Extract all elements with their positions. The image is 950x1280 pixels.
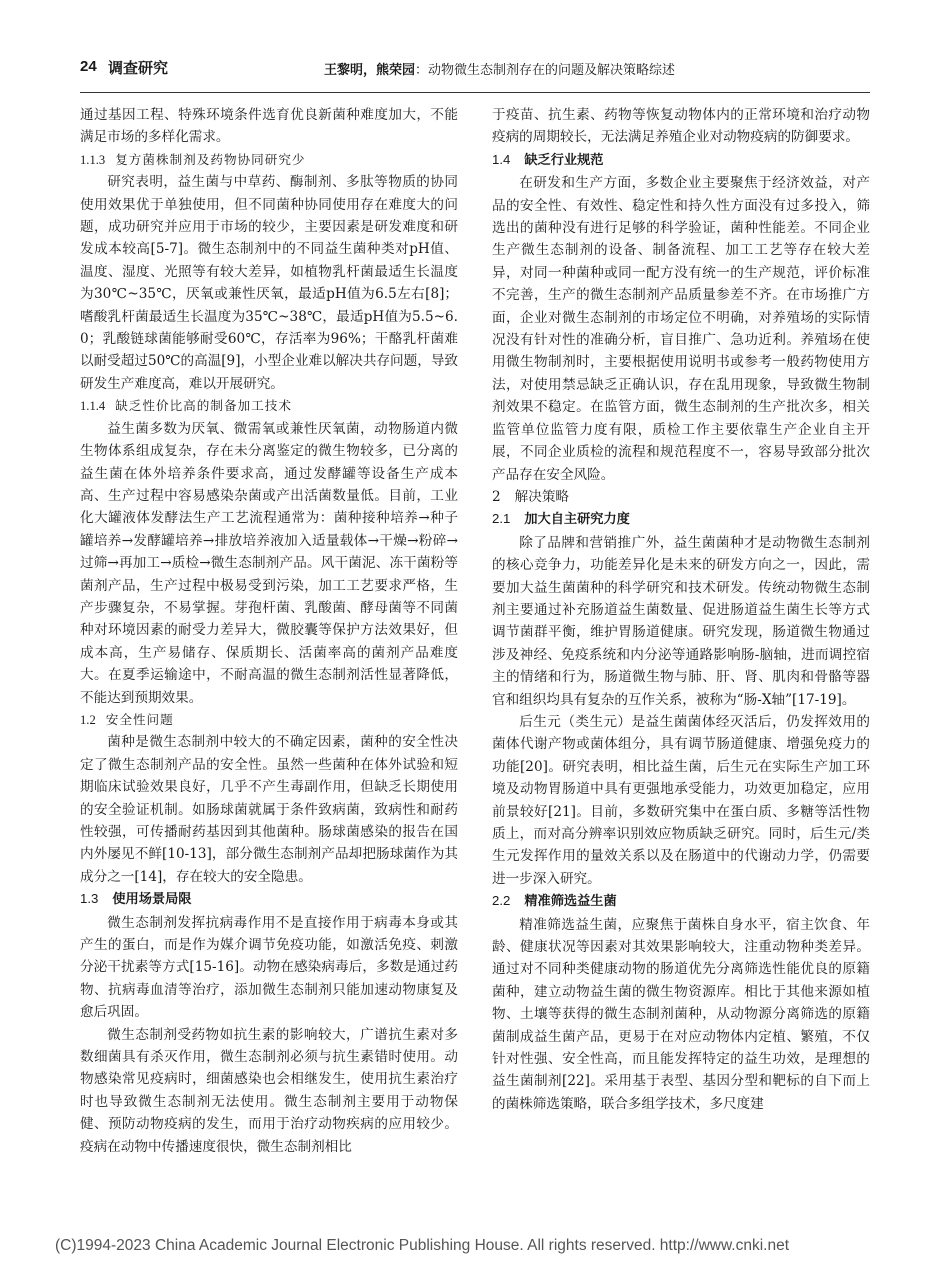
left-column [80, 104, 458, 1158]
section-number: 1.1.4 [80, 399, 106, 414]
running-header [80, 56, 870, 84]
section-title: 加大自主研究力度 [524, 512, 630, 528]
paragraph: 菌种是微生态制剂中较大的不确定因素，菌种的安全性决定了微生态制剂产品的安全性。虽然一些菌种在体外试验和短期临床试验效果良好，几乎不产生毒副作用，但缺乏长期使用的安全验证机制。如肠球菌就属于条件致病菌，致病性和耐药性较强，可传播耐药基因到其他菌种。肠球菌感染的报告在国内外屡见不鲜[10-13]，部分微生态制剂产品却把肠球菌作为其成分之一[14]，存在较大的安全隐患。 [80, 734, 458, 885]
section-heading [492, 508, 870, 531]
paragraph: 在研发和生产方面，多数企业主要聚焦于经济效益，对产品的安全性、有效性、稳定性和持久性方面没有过多投入，筛选出的菌种没有进行足够的科学验证，菌种性能差。不同企业生产微生态制剂的设备、制备流程、加工工艺等存在较大差异，对同一种菌种或同一配方没有统一的生产规范，评价标准不完善，生产的微生态制剂产品质量参差不齐。在市场推广方面，企业对微生态制剂的市场定位不明确，对养殖场的实际情况没有针对性的准确分析，盲目推广、急功近利。养殖场在使用微生物制剂时，主要根据使用说明书或参考一般药物使用方法，对使用禁忌缺乏正确认识，存在乱用现象，导致微生物制剂效果不稳定。在监管方面，微生态制剂的生产批次多，相关监管单位监管力度有限，质检工作主要依靠生产企业自主开展，不同企业质检的流程和规范程度不一，容易导致部分批次产品存在安全风险。 [492, 175, 870, 483]
section-title: 使用场景局限 [112, 892, 192, 908]
header-rule [80, 92, 870, 93]
section-title: 精准筛选益生菌 [524, 894, 617, 910]
running-title [324, 59, 675, 78]
section-number: 2 [492, 488, 501, 505]
section-number: 1.3 [80, 891, 99, 907]
paragraph: 后生元（类生元）是益生菌菌体经灭活后，仍发挥效用的菌体代谢产物或菌体组分，具有调节肠道健康、增强免疫力的功能[20]。研究表明，相比益生菌，后生元在实际生产加工环境及动物胃肠道中具有更强地承受能力，功效更加稳定，应用前景较好[21]。目前，多数研究集中在蛋白质、多糖等活性物质上，而对高分辨率识别效应物质缺乏研究。同时，后生元/类生元发挥作用的量效关系以及在肠道中的代谢动力学，仍需要进一步深入研究。 [492, 713, 870, 887]
section-heading [80, 888, 458, 911]
authors: 王黎明，熊荣园 [324, 63, 416, 78]
section-number: 2.2 [492, 893, 511, 909]
paragraph: 于疫苗、抗生素、药物等恢复动物体内的正常环境和治疗动物疫病的周期较长，无法满足养殖企业对动物疫病的防御要求。 [492, 107, 870, 146]
section-heading [492, 149, 870, 172]
section-number: 2.1 [492, 511, 511, 527]
copyright-footer: (C)1994-2023 China Academic Journal Electronic Publishing House. All rights reserved. http://www.cnki.net [55, 1237, 790, 1254]
section-title: 缺乏行业规范 [524, 152, 604, 168]
section-title: 缺乏性价比高的制备加工技术 [115, 398, 292, 414]
section-heading [492, 486, 870, 508]
section-heading [80, 709, 458, 731]
paragraph: 微生态制剂受药物如抗生素的影响较大，广谱抗生素对多数细菌具有杀灭作用，微生态制剂必须与抗生素错时使用。动物感染常见疫病时，细菌感染也会相继发生，使用抗生素治疗时也导致微生态制剂无法使用。微生态制剂主要用于动物保健、预防动物疫病的发生，而用于治疗动物疾病的应用较少。疫病在动物中传播速度很快，微生态制剂相比 [80, 1026, 458, 1155]
paragraph: 除了品牌和营销推广外，益生菌菌种才是动物微生态制剂的核心竞争力，功能差异化是未来的研发方向之一，因此，需要加大益生菌菌种的科学研究和技术研发。传统动物微生态制剂主要通过补充肠道益生菌数量、促进肠道益生菌生长等方式调节菌群平衡，维护胃肠道健康。研究发现，肠道微生物通过涉及神经、免疫系统和内分泌等通路影响肠-脑轴，进而调控宿主的情绪和行为，肠道微生物与肺、肝、肾、肌肉和骨骼等器官和组织均具有复杂的互作关系，被称为“肠-X轴”[17-19]。 [492, 534, 870, 708]
section-heading [80, 149, 458, 171]
paragraph: 通过基因工程、特殊环境条件选育优良新菌种难度加大，不能满足市场的多样化需求。 [80, 107, 458, 146]
article-title: ：动物微生态制剂存在的问题及解决策略综述 [415, 63, 676, 78]
paragraph: 精准筛选益生菌，应聚焦于菌株自身水平，宿主饮食、年龄、健康状况等因素对其效果影响较大，注重动物种类差异。通过对不同种类健康动物的肠道优先分离筛选性能优良的原籍菌种，建立动物益生菌的微生物资源库。相比于其他来源如植物、土壤等获得的微生态制剂菌种，从动物源分离筛选的原籍菌制成益生菌产品，更易于在对应动物体内定植、繁殖，不仅针对性强、安全性高，而且能发挥特定的益生功效，是理想的益生菌制剂[22]。采用基于表型、基因分型和靶标的自下而上的菌株筛选策略，联合多组学技术，多尺度建 [492, 916, 870, 1112]
section-number: 1.1.3 [80, 152, 106, 167]
section-label: 调查研究 [108, 59, 169, 77]
section-title: 解决策略 [514, 488, 570, 505]
section-heading [492, 890, 870, 913]
right-column [492, 104, 870, 1115]
section-heading [80, 395, 458, 417]
section-title: 安全性问题 [105, 711, 174, 727]
paragraph: 益生菌多数为厌氧、微需氧或兼性厌氧菌，动物肠道内微生物体系组成复杂，存在未分离鉴定的微生物较多，已分离的益生菌在体外培养条件要求高，通过发酵罐等设备生产成本高、生产过程中容易感染杂菌或产出活菌数量低。目前，工业化大罐液体发酵法生产工艺流程通常为：菌种接种培养→种子罐培养→发酵罐培养→排放培养液加入适量载体→干燥→粉碎→过筛→再加工→质检→微生态制剂产品。风干菌泥、冻干菌粉等菌剂产品，生产过程中极易受到污染，加工工艺要求严格，生产步骤复杂，不易掌握。芽孢杆菌、乳酸菌、酵母菌等不同菌种对环境因素的耐受力差异大，微胶囊等保护方法效果好，但成本高，生产易储存、保质期长、活菌率高的菌剂产品难度大。在夏季运输途中，不耐高温的微生态制剂活性显著降低，不能达到预期效果。 [80, 420, 458, 706]
page-number: 24 [80, 58, 97, 75]
section-number: 1.4 [492, 151, 511, 167]
paragraph: 微生态制剂发挥抗病毒作用不是直接作用于病毒本身或其产生的蛋白，而是作为媒介调节免疫功能，如激活免疫、刺激分泌干扰素等方式[15-16]。动物在感染病毒后，多数是通过药物、抗病毒血清等治疗，添加微生态制剂只能加速动物康复及愈后巩固。 [80, 914, 458, 1021]
section-title: 复方菌株制剂及药物协同研究少 [115, 151, 306, 167]
paragraph: 研究表明，益生菌与中草药、酶制剂、多肽等物质的协同使用效果优于单独使用，但不同菌种协同使用存在难度大的问题，成功研究并应用于市场的较少，主要因素是研发难度和研发成本较高[5-7]。微生态制剂中的不同益生菌种类对pH值、温度、湿度、光照等有较大差异，如植物乳杆菌最适生长温度为30℃~35℃，厌氧或兼性厌氧，最适pH值为6.5左右[8]；嗜酸乳杆菌最适生长温度为35℃~38℃，最适pH值为5.5~6.0；乳酸链球菌能够耐受60℃，存活率为96%；干酪乳杆菌难以耐受超过50℃的高温[9]，小型企业难以解决共存问题，导致研发生产难度高，难以开展研究。 [80, 174, 459, 392]
section-number: 1.2 [80, 712, 96, 727]
